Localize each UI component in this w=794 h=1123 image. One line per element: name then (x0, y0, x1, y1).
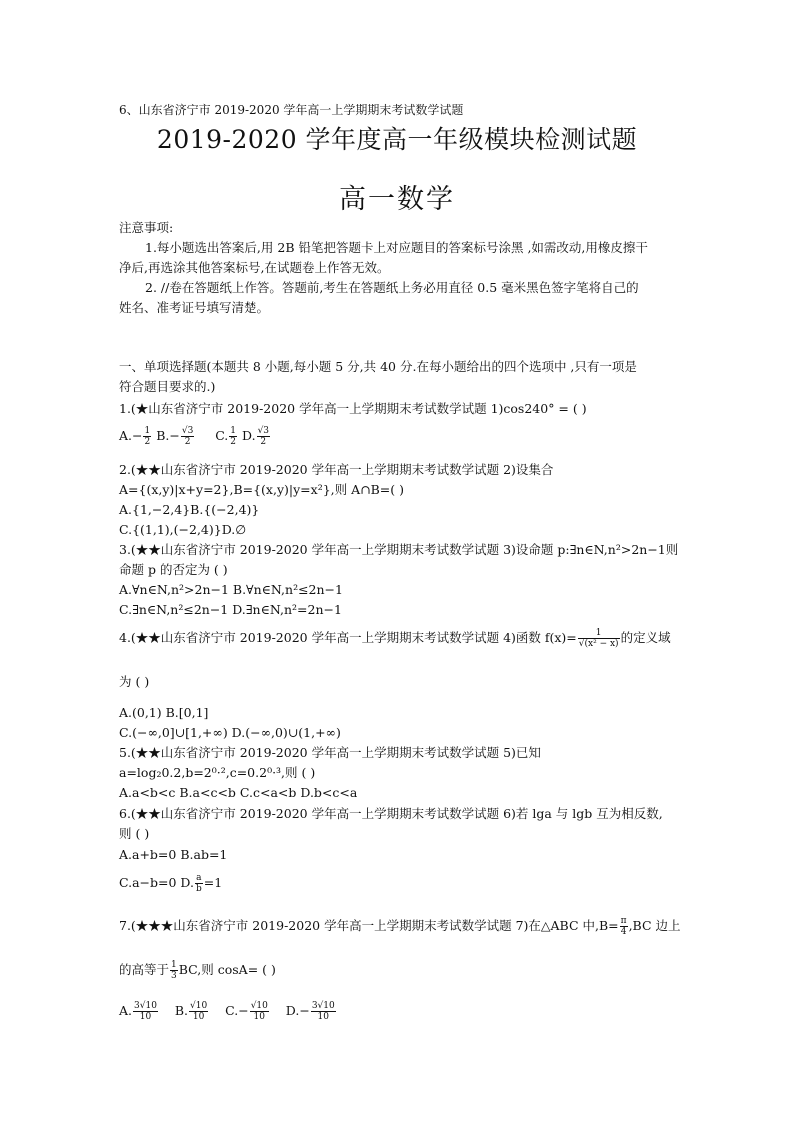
q7-stem2-b: BC,则 cosA= ( ) (178, 962, 276, 977)
section-heading-line1: 一、单项选择题(本题共 8 小题,每小题 5 分,共 40 分.在每小题给出的四个选项中 ,只有一项是 (119, 359, 637, 374)
q7-option-c: C.− (225, 1003, 249, 1018)
question-5-stem2: a=log₂0.2,b=2⁰·²,c=0.2⁰·³,则 ( ) (119, 765, 316, 780)
q6-option-d-tail: =1 (203, 875, 223, 890)
exam-title: 2019-2020 学年度高一年级模块检测试题 (156, 125, 638, 154)
q7-option-b: B. (174, 1003, 189, 1018)
notice-item-2a: 2. //卷在答题纸上作答。答题前,考生在答题纸上务必用直径 0.5 毫米黑色签字笔将自己的 (145, 280, 639, 295)
question-7-stem (119, 916, 681, 937)
q7-stem-text: 7.(★★★山东省济宁市 2019-2020 学年高一上学期期末考试数学试题 7)在△ABC 中,B= (119, 918, 619, 933)
source-line: 6、山东省济宁市 2019-2020 学年高一上学期期末考试数学试题 (119, 103, 464, 117)
q7-frac-b2: $\frac{√10}{10}$ (190, 1001, 208, 1022)
section-heading-line2: 符合题目要求的.) (119, 379, 216, 394)
question-1-stem: 1.(★山东省济宁市 2019-2020 学年高一上学期期末考试数学试题 1)cos240° = ( ) (119, 401, 587, 416)
q1-frac-c: $\frac{1}{2}$ (230, 426, 237, 447)
notice-heading: 注意事项: (119, 220, 174, 235)
exam-subtitle: 高一数学 (339, 184, 455, 215)
question-2-options-ab: A.{1,−2,4}B.{(−2,4)} (119, 502, 260, 517)
q7-stem2-a: 的高等于 (119, 962, 170, 977)
q1-frac-b: $\frac{√3}{2}$ (181, 426, 194, 447)
question-2-sets: A={(x,y)|x+y=2},B={(x,y)|y=x²},则 A∩B=( ) (119, 482, 404, 497)
q7-option-d: D.− (285, 1003, 310, 1018)
question-5-options: A.a<b<c B.a<c<b C.c<a<b D.b<c<a (119, 785, 358, 800)
question-7-stem2 (119, 960, 276, 981)
question-2-stem: 2.(★★山东省济宁市 2019-2020 学年高一上学期期末考试数学试题 2)设集合 (119, 462, 554, 477)
question-5-stem: 5.(★★山东省济宁市 2019-2020 学年高一上学期期末考试数学试题 5)已知 (119, 745, 541, 760)
q1-option-c: C. (215, 428, 229, 443)
q7-frac-d: $\frac{3√10}{10}$ (311, 1001, 335, 1022)
notice-item-1b: 净后,再选涂其他答案标号,在试题卷上作答无效。 (119, 260, 390, 275)
q7-frac-c: $\frac{√10}{10}$ (250, 1001, 268, 1022)
question-3-options-ab: A.∀n∈N,n²>2n−1 B.∀n∈N,n²≤2n−1 (119, 582, 343, 597)
question-6-options-ab: A.a+b=0 B.ab=1 (119, 847, 228, 862)
question-6-stem: 6.(★★山东省济宁市 2019-2020 学年高一上学期期末考试数学试题 6)若 lga 与 lgb 互为相反数, (119, 806, 663, 821)
q4-frac: $\frac{1}{\text{√(x² − x)}}$ (578, 628, 619, 649)
q6-frac: $\frac{a}{b}$ (195, 873, 202, 894)
question-3-stem2: 命题 p 的否定为 ( ) (119, 562, 228, 577)
question-6-options-cd (119, 873, 222, 894)
q6-option-cd-text: C.a−b=0 D. (119, 875, 194, 890)
question-3-options-cd: C.∃n∈N,n²≤2n−1 D.∃n∈N,n²=2n−1 (119, 602, 342, 617)
question-1-options (119, 426, 271, 447)
q7-frac-third: $\frac{1}{3}$ (171, 960, 177, 981)
question-7-options (119, 1001, 337, 1022)
question-2-options-cd: C.{(1,1),(−2,4)}D.∅ (119, 522, 247, 537)
question-3-stem: 3.(★★山东省济宁市 2019-2020 学年高一上学期期末考试数学试题 3)设命题 p:∃n∈N,n²>2n−1则 (119, 542, 679, 557)
q4-stem-text: 4.(★★山东省济宁市 2019-2020 学年高一上学期期末考试数学试题 4)函数 f(x)= (119, 630, 577, 645)
q7-stem-tail: ,BC 边上 (628, 918, 681, 933)
notice-item-2b: 姓名、准考证号填写清楚。 (119, 300, 270, 315)
q7-option-a: A. (119, 1003, 133, 1018)
q4-stem-tail: 的定义域 (620, 630, 671, 645)
q1-option-a: A.− (119, 428, 143, 443)
question-4-stem (119, 628, 671, 649)
q7-frac-b: $\frac{\pi}{4}$ (620, 916, 627, 937)
notice-item-1a: 1.每小题选出答案后,用 2B 铅笔把答题卡上对应题目的答案标号涂黑 ,如需改动,用橡皮擦干 (145, 240, 648, 255)
q1-frac-d: $\frac{√3}{2}$ (257, 426, 270, 447)
q1-option-d: D. (242, 428, 256, 443)
q1-option-b: B.− (156, 428, 180, 443)
q1-frac-a: $\frac{1}{2}$ (144, 426, 151, 447)
q7-frac-a: $\frac{3√10}{10}$ (134, 1001, 157, 1022)
question-4-options-cd: C.(−∞,0]∪[1,+∞) D.(−∞,0)∪(1,+∞) (119, 725, 341, 740)
question-4-options-ab: A.(0,1) B.[0,1] (119, 705, 209, 720)
question-6-stem2: 则 ( ) (119, 826, 150, 841)
question-4-stem2: 为 ( ) (119, 674, 150, 689)
